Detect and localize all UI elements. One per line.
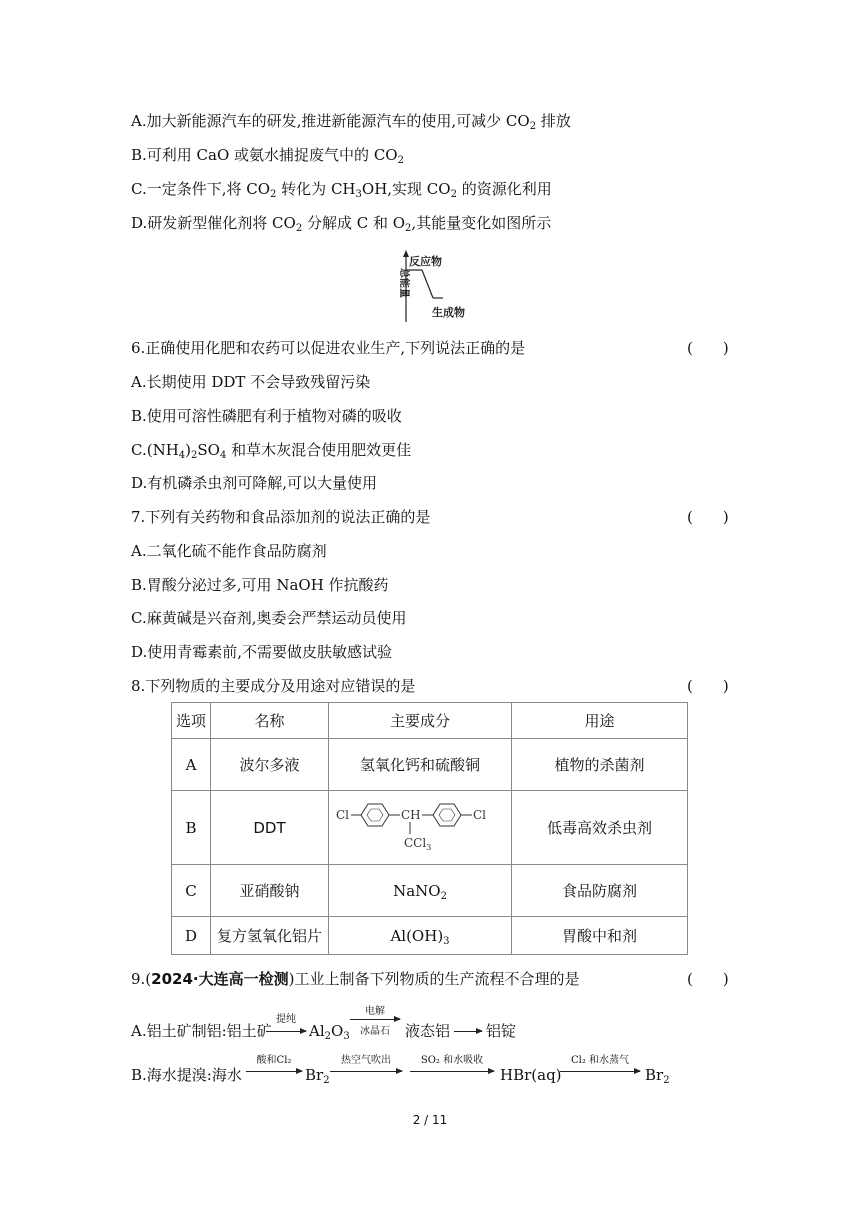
row-composition: $Al(OH)_3$ [329, 917, 512, 955]
energy-product-label: 生成物 [432, 306, 465, 319]
q6-stem: 6.正确使用化肥和农药可以促进农业生产,下列说法正确的是 [131, 339, 526, 357]
row-use: 胃酸中和剂 [512, 917, 688, 955]
q9-a-product3: 铝锭 [486, 1022, 517, 1040]
q5-option-c: C.一定条件下,将 $CO_2$ 转化为 $CH_3OH$,实现 $CO_2$ 的资源化利用 [131, 180, 552, 200]
q5-option-a: A.加大新能源汽车的研发,推进新能源汽车的使用,可减少 $CO_2$ 排放 [131, 112, 571, 132]
header-use: 用途 [512, 703, 688, 739]
table-row [172, 917, 688, 955]
q9-b-step3-condition: SO₂ 和水吸收 [420, 1055, 484, 1066]
q9-a-product2: 液态铝 [405, 1022, 451, 1040]
ddt-cl-left: Cl [336, 807, 350, 822]
row-composition: NaNO$_2$ [329, 865, 512, 917]
table-header-row [172, 703, 688, 739]
energy-reactant-label: 反应物 [409, 255, 442, 268]
q9-a-step2-condition: 电解 [365, 1006, 385, 1017]
ddt-structure [332, 796, 508, 856]
row-use: 食品防腐剂 [512, 865, 688, 917]
q9-b-product3: $Br_2$ [645, 1066, 670, 1086]
table-row [172, 865, 688, 917]
energy-diagram [386, 248, 486, 326]
table-row [172, 739, 688, 791]
row-composition: 氢氧化钙和硫酸铜 [329, 739, 512, 791]
q9-b-label: B.海水提溴:海水 [131, 1066, 242, 1084]
row-option: D [172, 917, 211, 955]
q5-option-d: D.研发新型催化剂将 $CO_2$ 分解成 C 和 $O_2$,其能量变化如图所示 [131, 214, 552, 234]
q5-option-b: B.可利用 CaO 或氨水捕捉废气中的 $CO_2$ [131, 146, 404, 166]
row-use: 低毒高效杀虫剂 [512, 791, 688, 865]
q9-a-step2-catalyst: 冰晶石 [360, 1026, 390, 1037]
table-row [172, 791, 688, 865]
q9-b-step4-condition: Cl₂ 和水蒸气 [570, 1055, 630, 1066]
row-option: C [172, 865, 211, 917]
row-name: 亚硝酸钠 [211, 865, 329, 917]
row-name: DDT [211, 791, 329, 865]
flow-arrow [246, 1071, 302, 1072]
flow-arrow [454, 1031, 482, 1032]
header-name: 名称 [211, 703, 329, 739]
q9-b-step2-condition: 热空气吹出 [341, 1055, 391, 1066]
flow-arrow [330, 1071, 402, 1072]
ddt-ch: CH [401, 807, 421, 822]
q6-answer-paren: ( ) [687, 339, 729, 357]
row-option: B [172, 791, 211, 865]
header-option: 选项 [172, 703, 211, 739]
q7-option-d: D.使用青霉素前,不需要做皮肤敏感试验 [131, 643, 393, 661]
q9-a-step1-condition: 提纯 [276, 1014, 296, 1025]
row-composition [329, 791, 512, 865]
q8-answer-paren: ( ) [687, 677, 729, 695]
q6-option-d: D.有机磷杀虫剂可降解,可以大量使用 [131, 474, 378, 492]
header-composition: 主要成分 [329, 703, 512, 739]
row-option: A [172, 739, 211, 791]
q6-option-c: $C.(NH_4)_2SO_4$ 和草木灰混合使用肥效更佳 [131, 441, 412, 461]
q9-b-product1: $Br_2$ [305, 1066, 330, 1086]
q9-source: 2024·大连高一检测 [151, 970, 289, 988]
row-name: 波尔多液 [211, 739, 329, 791]
q9-b-step1-condition: 酸和Cl₂ [256, 1055, 292, 1066]
q9-answer-paren: ( ) [687, 970, 729, 988]
ddt-ccl3: CCl$_3$ [404, 835, 432, 852]
q6-option-a: A.长期使用 DDT 不会导致残留污染 [131, 373, 371, 391]
q7-answer-paren: ( ) [687, 508, 729, 526]
q9-b-product2: HBr(aq) [500, 1066, 562, 1084]
q7-option-a: A.二氧化硫不能作食品防腐剂 [131, 542, 327, 560]
q8-stem: 8.下列物质的主要成分及用途对应错误的是 [131, 677, 416, 695]
row-use: 植物的杀菌剂 [512, 739, 688, 791]
q6-option-b: B.使用可溶性磷肥有利于植物对磷的吸收 [131, 407, 402, 425]
q9-a-label: A.铝土矿制铝:铝土矿 [131, 1022, 272, 1040]
page-number: 2 / 11 [412, 1113, 448, 1127]
flow-arrow [266, 1031, 306, 1032]
energy-ylabel: 总能量 [398, 268, 409, 298]
flow-arrow [410, 1071, 494, 1072]
q7-stem: 7.下列有关药物和食品添加剂的说法正确的是 [131, 508, 431, 526]
ddt-cl-right: Cl [473, 807, 487, 822]
q7-option-c: C.麻黄碱是兴奋剂,奥委会严禁运动员使用 [131, 609, 407, 627]
q8-table [171, 702, 688, 955]
q9-a-product1: $Al_2O_3$ [309, 1022, 350, 1042]
q9-stem: 9.(2024·大连高一检测)工业上制备下列物质的生产流程不合理的是 [131, 970, 580, 988]
row-name: 复方氢氧化铝片 [211, 917, 329, 955]
q7-option-b: B.胃酸分泌过多,可用 NaOH 作抗酸药 [131, 576, 389, 594]
flow-arrow [350, 1019, 400, 1020]
flow-arrow [560, 1071, 640, 1072]
